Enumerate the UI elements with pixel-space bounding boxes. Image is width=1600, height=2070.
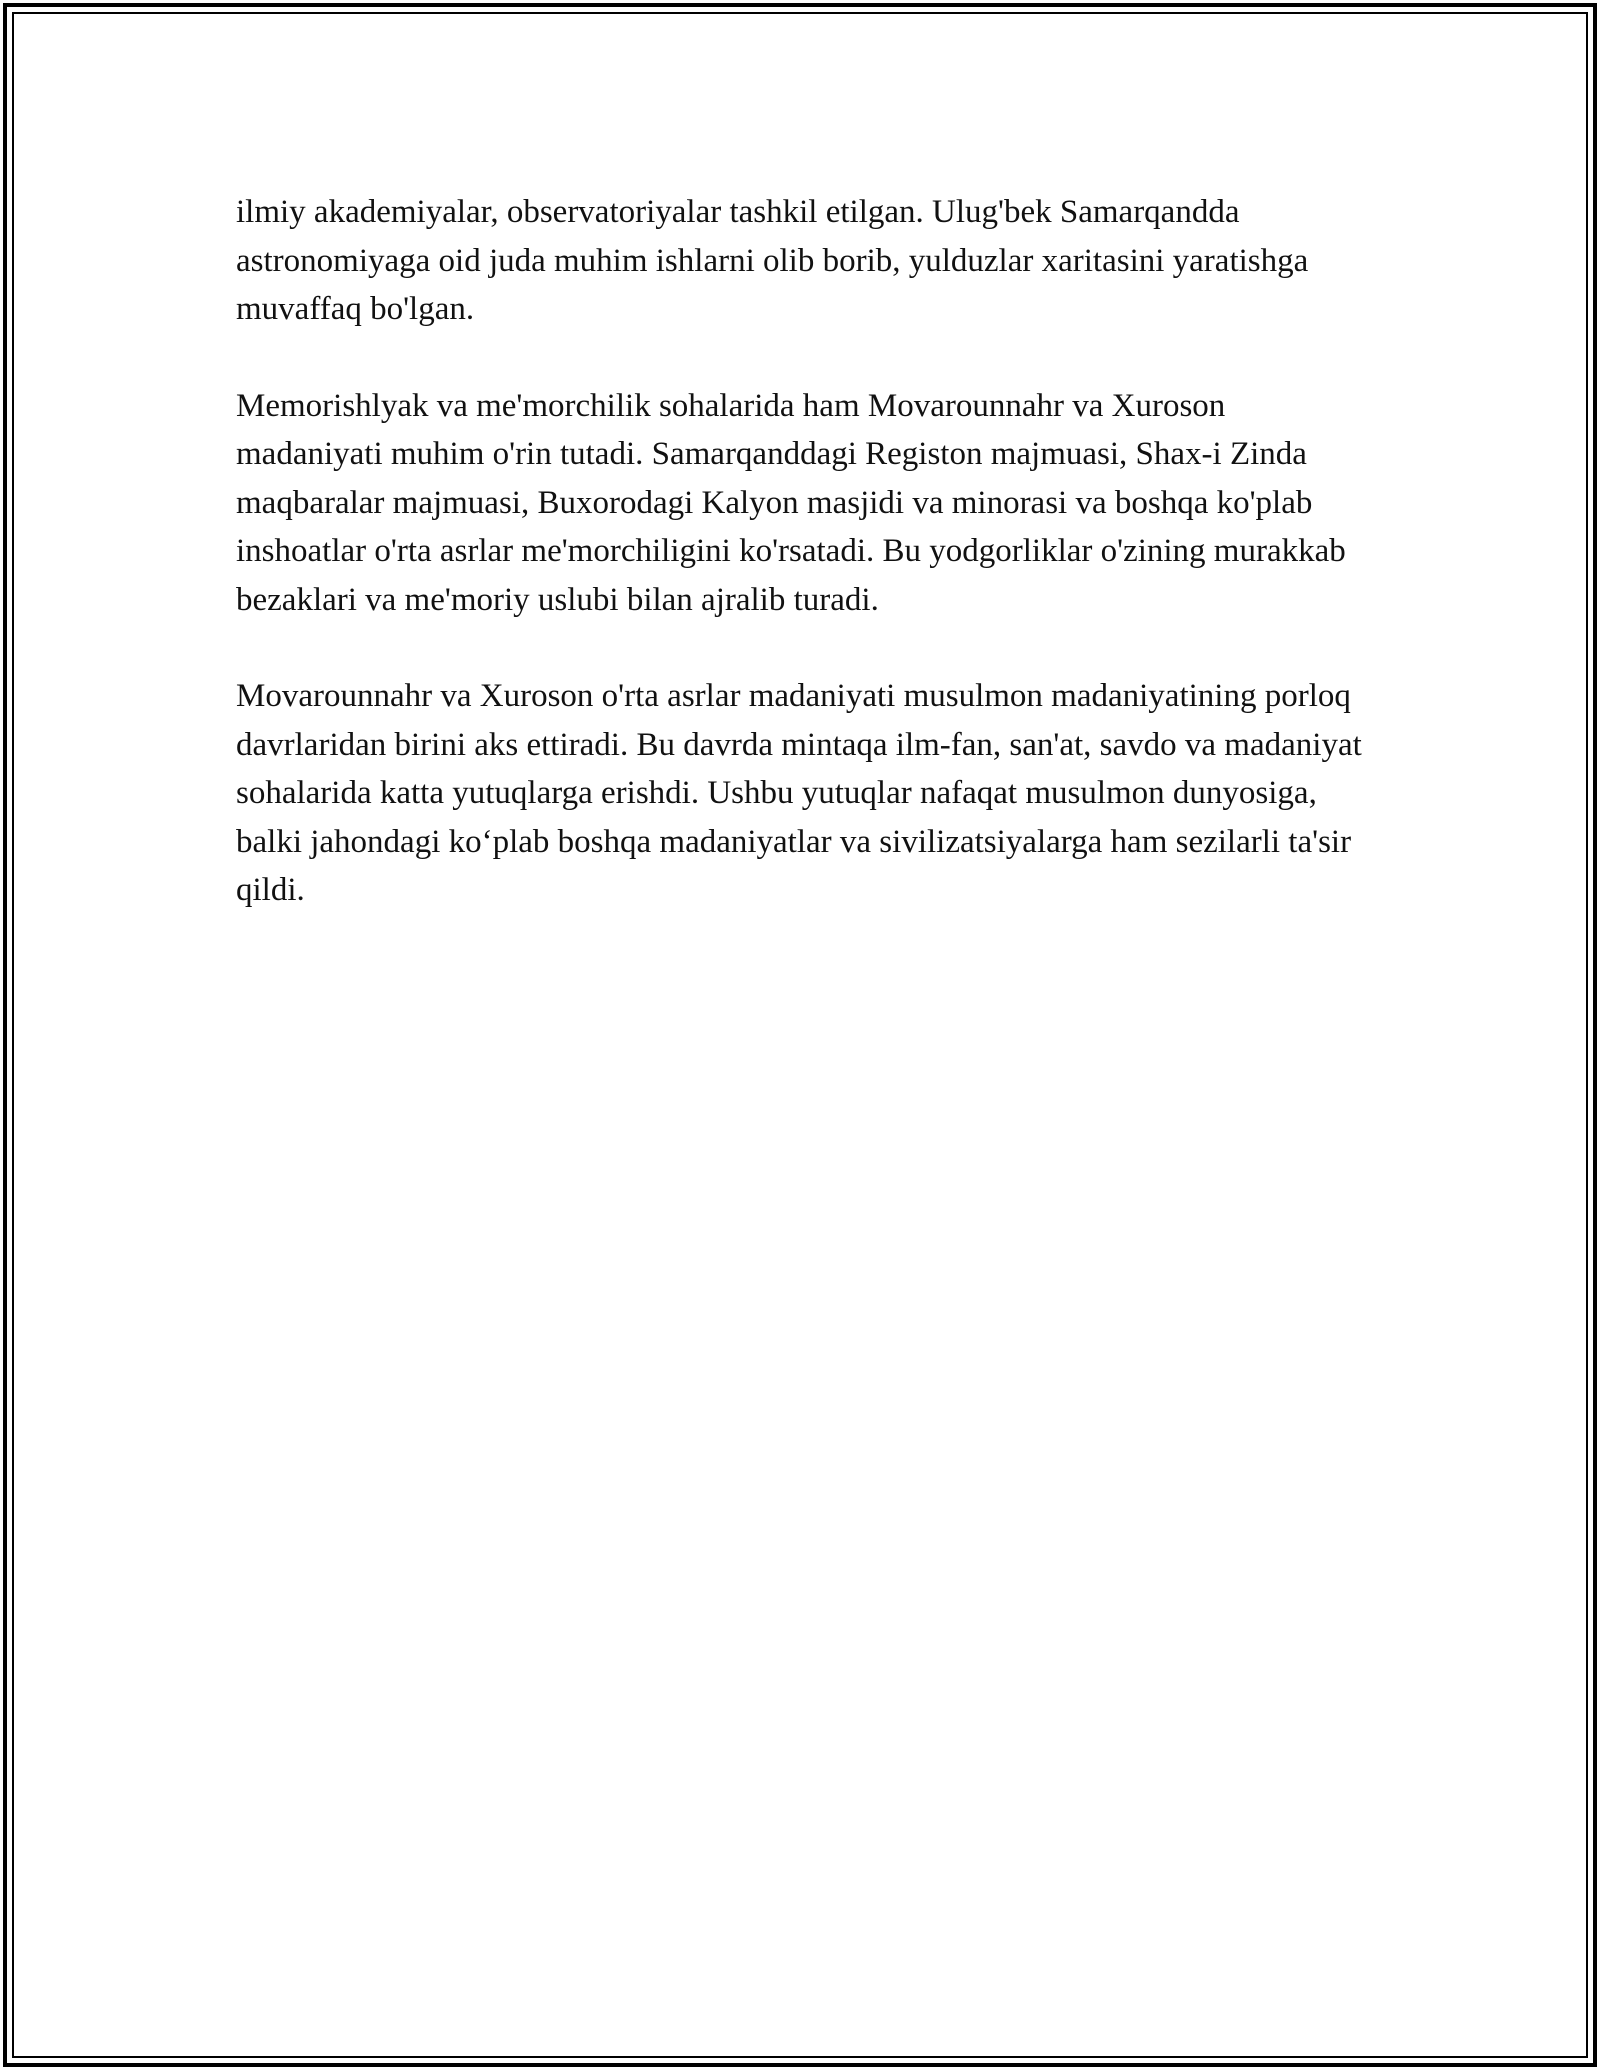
- paragraph-2: Memorishlyak va me'morchilik sohalarida ham Movarounnahr va Xuroson madaniyati muhim o'rin tutadi. Samarqanddagi Registon majmuasi, Shax-i Zinda maqbaralar majmuasi, Buxorodagi Kalyon masjidi va minorasi va boshqa ko'plab inshoatlar o'rta asrlar me'morchiligini ko'rsatadi. Bu yodgorliklar o'zining murakkab bezaklari va me'moriy uslubi bilan ajralib turadi.: [236, 387, 1346, 618]
- document-body: [236, 188, 1366, 963]
- paragraph-3: Movarounnahr va Xuroson o'rta asrlar madaniyati musulmon madaniyatining porloq davrlaridan birini aks ettiradi. Bu davrda mintaqa ilm-fan, san'at, savdo va madaniyat sohalarida katta yutuqlarga erishdi. Ushbu yutuqlar nafaqat musulmon dunyosiga, balki jahondagi ko‘plab boshqa madaniyatlar va sivilizatsiyalarga ham sezilarli ta'sir qildi.: [236, 678, 1362, 908]
- paragraph-1: ilmiy akademiyalar, observatoriyalar tashkil etilgan. Ulug'bek Samarqandda astronomiyaga oid juda muhim ishlarni olib borib, yulduzlar xaritasini yaratishga muvaffaq bo'lgan.: [236, 194, 1309, 327]
